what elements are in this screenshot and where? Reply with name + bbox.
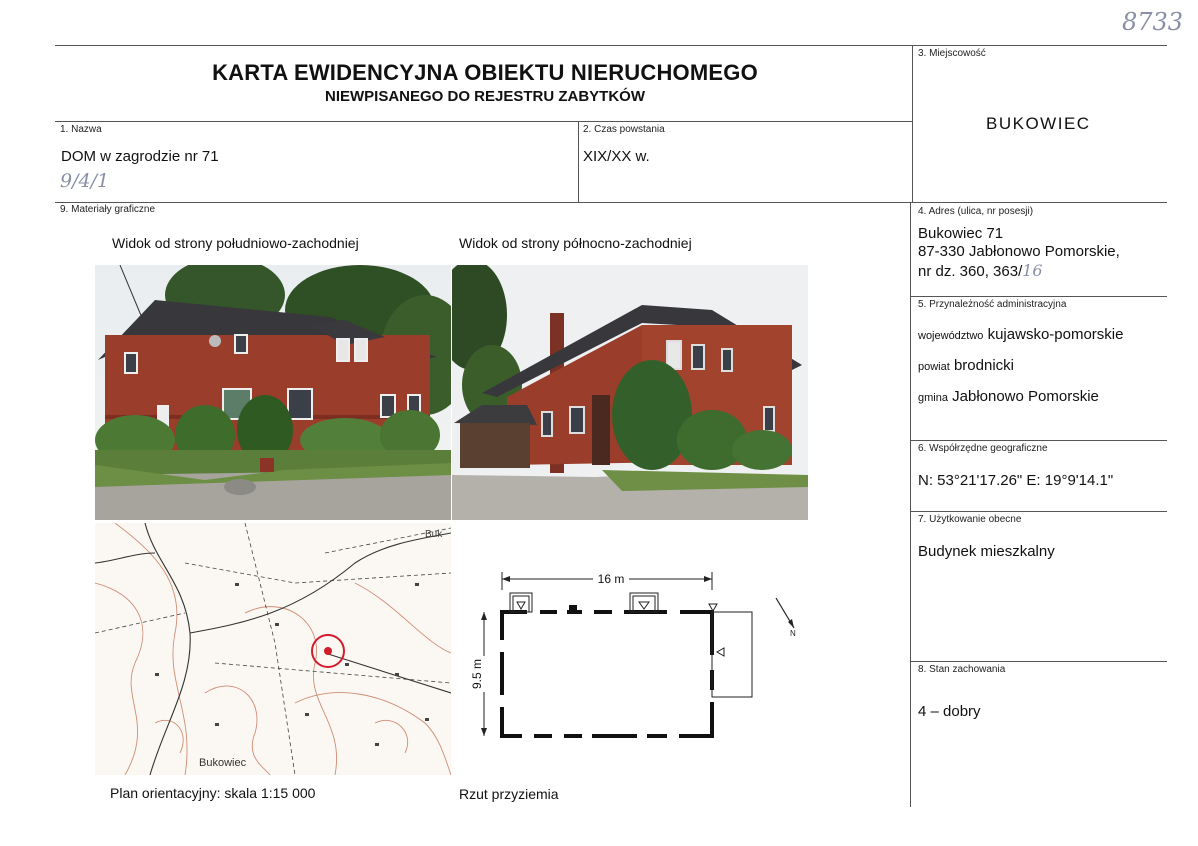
adres-line2: 87-330 Jabłonowo Pomorskie, [918,243,1120,260]
right-column-rule [910,202,911,807]
svg-text:N: N [790,629,796,636]
wspolrzedne-value: N: 53°21'17.26" E: 19°9'14.1" [918,472,1114,489]
ground-floor-plan [462,560,802,750]
rule-coords [910,511,1167,512]
adres-line3-handwritten: 16 [1022,261,1043,280]
plan-width-label: 16 m [597,572,625,586]
czas-label: 2. Czas powstania [583,124,665,135]
floor-plan [462,560,802,750]
stan-label: 8. Stan zachowania [918,664,1006,675]
adres-label: 4. Adres (ulica, nr posesji) [918,206,1034,217]
przynaleznosc-label: 5. Przynależność administracyjna [918,299,1067,310]
top-rule [55,45,1167,46]
wojewodztwo-prefix: województwo [918,330,984,342]
name-bottom-rule [55,202,1167,203]
photo2-caption: Widok od strony północno-zachodniej [459,235,692,251]
powiat-value: brodnicki [953,357,1014,374]
map-caption: Plan orientacyjny: skala 1:15 000 [110,785,316,801]
gmina-prefix: gmina [918,392,948,404]
photo-north-west [452,265,808,520]
photo1-caption: Widok od strony południowo-zachodniej [112,235,359,251]
nazwa-value: DOM w zagrodzie nr 71 [61,148,219,165]
document-title: KARTA EWIDENCYJNA OBIEKTU NIERUCHOMEGO [212,60,758,85]
wspolrzedne-label: 6. Współrzędne geograficzne [918,443,1048,454]
house-photo-nw [452,265,808,520]
powiat-prefix: powiat [918,361,950,373]
house-photo-sw [95,265,451,520]
adres-line3 [918,261,1043,280]
gmina-value: Jabłonowo Pomorskie [952,388,1099,405]
uzytkowanie-label: 7. Użytkowanie obecne [918,514,1022,525]
czas-value: XIX/XX w. [583,148,650,165]
wojewodztwo-row [918,326,1123,343]
topographic-map [95,523,451,775]
uzytkowanie-value: Budynek mieszkalny [918,543,1055,560]
wojewodztwo-value: kujawsko-pomorskie [987,326,1124,343]
map-label-top: Buk [425,529,443,540]
powiat-row [918,357,1014,374]
orientation-map [95,523,451,775]
document-subtitle: NIEWPISANEGO DO REJESTRU ZABYTKÓW [324,88,646,105]
name-divider [578,121,579,202]
plan-caption: Rzut przyziemia [459,786,559,802]
map-label-town: Bukowiec [199,757,247,769]
gmina-row [918,388,1099,405]
nazwa-label: 1. Nazwa [60,124,102,135]
rule-admin [910,440,1167,441]
plan-depth-label: 9.5 m [470,658,484,690]
nazwa-handwritten: 9/4/1 [60,170,110,192]
stan-value: 4 – dobry [918,703,981,720]
photo-south-west [95,265,451,520]
rule-address [910,296,1167,297]
archive-number: 8733 [1122,8,1184,36]
adres-line1: Bukowiec 71 [918,225,1004,242]
title-bottom-rule [55,121,912,122]
adres-line3-text: nr dz. 360, 363/ [918,263,1023,280]
materialy-label: 9. Materiały graficzne [60,204,156,215]
miejscowosc-label: 3. Miejscowość [918,48,986,59]
north-arrow-icon [774,596,804,636]
rule-usage [910,661,1167,662]
miejscowosc-value: BUKOWIEC [986,114,1091,133]
